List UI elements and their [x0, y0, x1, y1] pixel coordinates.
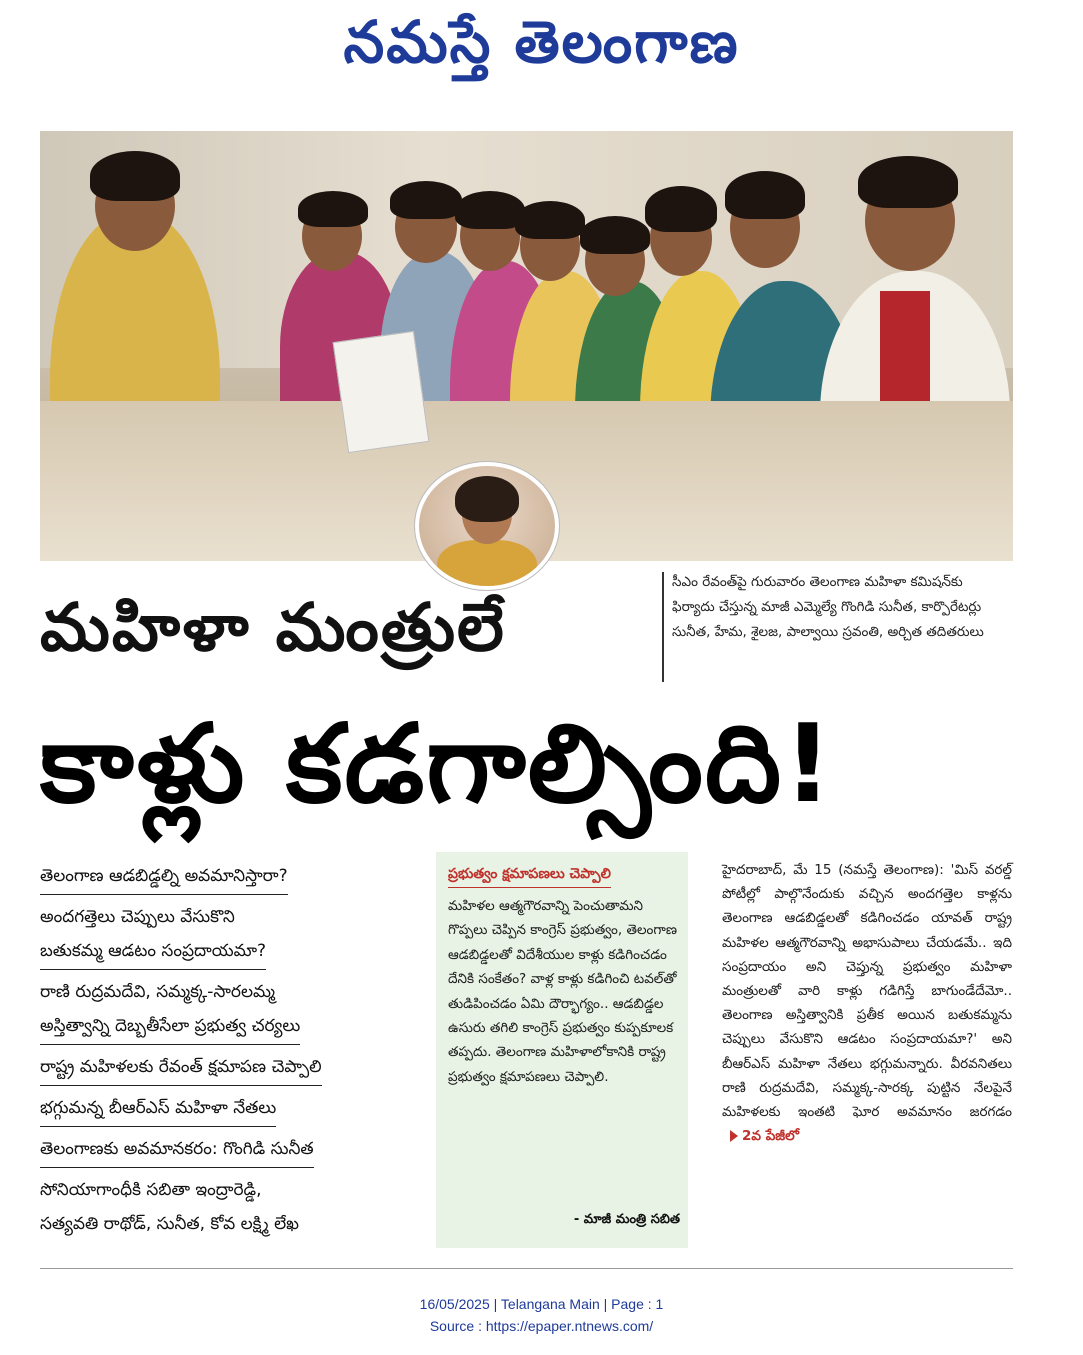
quote-sidebox: [436, 852, 688, 1248]
footer-source-line[interactable]: Source : https://epaper.ntnews.com/: [429, 1318, 654, 1334]
footer-date-line: 16/05/2025 | Telangana Main | Page : 1: [419, 1296, 664, 1312]
highlights-list: [40, 860, 420, 1248]
highlight-line: బతుకమ్మ ఆడటం సంప్రదాయమా?: [40, 935, 266, 970]
photo-person-hair: [645, 186, 717, 232]
headline-line-1: మహిళా మంత్రులే: [40, 589, 506, 666]
inset-hair: [455, 476, 519, 522]
highlight-line: రాష్ట్ర మహిళలకు రేవంత్ క్షమాపణ చెప్పాలి: [40, 1051, 322, 1086]
photo-person-hair: [858, 156, 958, 208]
continued-link[interactable]: [722, 1128, 799, 1144]
highlight-line: రాణి రుద్రమదేవి, సమ్మక్క-సారలమ్మ: [40, 982, 275, 1002]
arrow-right-icon: [730, 1130, 738, 1142]
highlight-line: భగ్గుమన్న బీఆర్ఎస్ మహిళా నేతలు: [40, 1092, 276, 1127]
photo-person-hair: [390, 181, 462, 219]
article-body: [722, 858, 1012, 1148]
footer-divider: [40, 1268, 1013, 1269]
headline-line-2: కాళ్లు కడగాల్సింది!: [40, 702, 835, 827]
continued-label: 2వ పేజీలో: [742, 1128, 800, 1145]
photo-person-hair: [515, 201, 585, 239]
highlight-line: అస్తిత్వాన్ని దెబ్బతీసేలా ప్రభుత్వ చర్యలు: [40, 1010, 300, 1045]
highlight-line: తెలంగాణ ఆడబిడ్డల్ని అవమానిస్తారా?: [40, 860, 288, 895]
photo-person-hair: [298, 191, 368, 227]
highlight-line: అందగత్తెలు చెప్పులు వేసుకొని: [40, 907, 235, 927]
photo-person-hair: [90, 151, 180, 201]
sidebox-title: ప్రభుత్వం క్షమాపణలు చెప్పాలి: [448, 866, 611, 888]
caption-divider: [662, 572, 664, 682]
photo-caption: సీఎం రేవంత్‌పై గురువారం తెలంగాణ మహిళా కమిషన్‌కు ఫిర్యాదు చేస్తున్న మాజీ ఎమ్మెల్యే గొంగిడి సునీత, కార్పొరేటర్లు సునీత, హేమ, శైలజ, పాల్వాయి స్రవంతి, అర్చిత తదితరులు: [672, 574, 984, 640]
photo-person-hair: [580, 216, 650, 254]
article-text: హైదరాబాద్, మే 15 (నమస్తే తెలంగాణ): 'మిస్ వరల్డ్ పోటీల్లో పాల్గొనేందుకు వచ్చిన అందగత్తెల కాళ్లను తెలంగాణ ఆడబిడ్డలతో కడిగించడం యావత్ రాష్ట్ర మహిళల ఆత్మగౌరవాన్ని అభాసుపాలు చేయడమే.. ఇది సంప్రదాయం అని చెప్తున్న ప్రభుత్వం మహిళా మంత్రులతో వారి కాళ్లు గడిగిస్తే బాగుండేదేమో.. తెలంగాణ అస్తిత్వానికి ప్రతీక అయిన బతుకమ్మను చెప్పులు వేసుకొని ఆడటం సంప్రదాయమా?' అని బీఆర్ఎస్ మహిళా నేతలు భగ్గుమన్నారు. వీరవనితలు రాణి రుద్రమదేవి, సమ్మక్క-సారక్క పుట్టిన నేలపైనే మహిళలకు ఇంతటి ఘోర అవమానం జరగడం: [722, 862, 1012, 1121]
highlight-line: సత్యవతి రాథోడ్, సునీత, కోవ లక్ష్మి లేఖ: [40, 1214, 299, 1234]
masthead-title: నమస్తే తెలంగాణ: [343, 8, 740, 76]
photo-person-hair: [725, 171, 805, 219]
highlight-line: సోనియాగాంధీకి సబితా ఇంద్రారెడ్డి,: [40, 1180, 262, 1200]
photo-document: [333, 331, 430, 453]
inset-portrait: [415, 462, 559, 590]
sidebox-signature: - మాజీ మంత్రి సబిత: [573, 1212, 680, 1227]
sidebox-body: మహిళల ఆత్మగౌరవాన్ని పెంచుతామని గొప్పలు చెప్పిన కాంగ్రెస్ ప్రభుత్వం, తెలంగాణ ఆడబిడ్డలతో విదేశీయుల కాళ్లు కడిగించడం దేనికి సంకేతం? వాళ్ల కాళ్లు కడిగించి టవల్‌తో తుడిపించడం ఏమి దౌర్భాగ్యం.. ఆడబిడ్డల ఉసురు తగిలి కాంగ్రెస్ ప్రభుత్వం కుప్పకూలక తప్పదు. తెలంగాణ మహిళాలోకానికి రాష్ట్ర ప్రభుత్వం క్షమాపణలు చెప్పాలి.: [448, 898, 677, 1085]
highlight-line: తెలంగాణకు అవమానకరం: గొంగిడి సునీత: [40, 1133, 314, 1168]
